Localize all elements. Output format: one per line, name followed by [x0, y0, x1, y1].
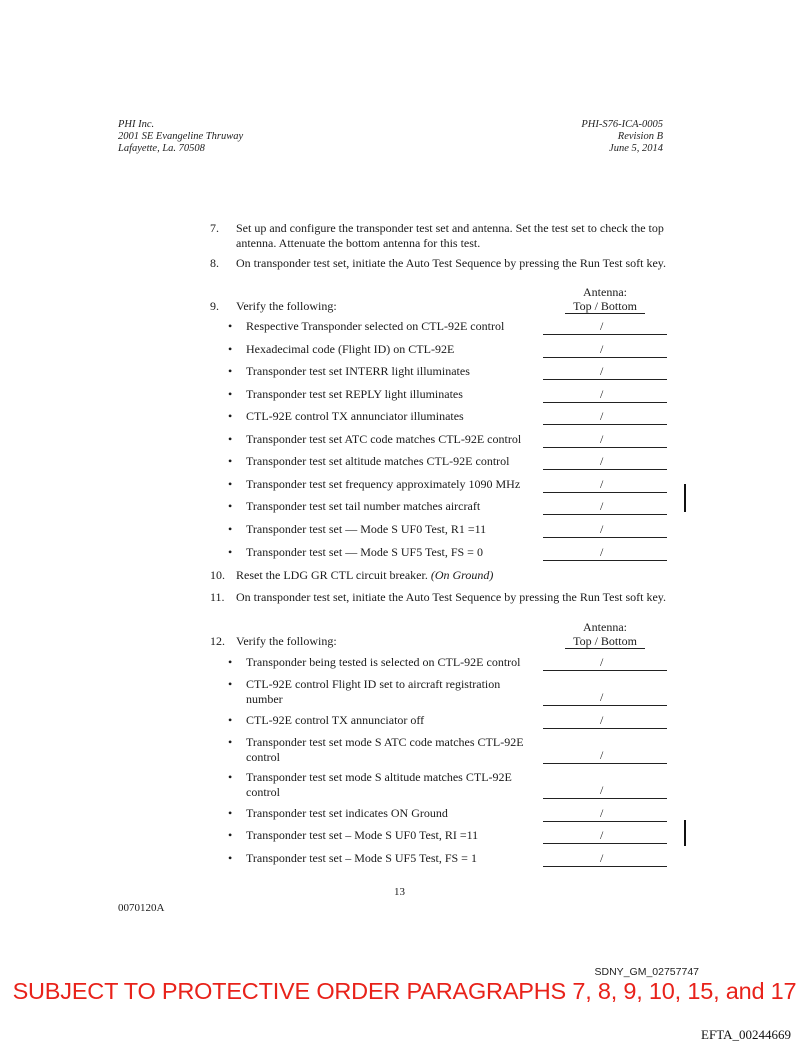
bullet-icon: • — [228, 499, 233, 513]
checklist-item-text: Transponder test set ATC code matches CTL-92E control — [246, 432, 522, 446]
page-number: 13 — [394, 886, 405, 898]
step-text — [236, 568, 670, 583]
bullet-icon: • — [228, 477, 233, 491]
step-number: 12. — [210, 634, 225, 648]
signoff-line — [543, 670, 667, 671]
signoff-slash: / — [600, 342, 604, 356]
company-name: PHI Inc. — [118, 119, 155, 130]
checklist-item-text: CTL-92E control Flight ID set to aircraft registration number — [246, 677, 501, 706]
signoff-line — [543, 763, 667, 764]
doc-revision: Revision B — [617, 131, 663, 142]
step-text-main: Reset the LDG GR CTL circuit breaker. — [236, 568, 431, 582]
bullet-icon: • — [228, 655, 233, 669]
signoff-line — [543, 728, 667, 729]
bullet-icon: • — [228, 409, 233, 423]
bullet-icon: • — [228, 545, 233, 559]
checklist-item-text: Transponder being tested is selected on CTL-92E control — [246, 655, 521, 669]
checklist-item-text: Transponder test set — Mode S UF0 Test, R1 =11 — [246, 522, 487, 536]
checklist-item-text: Transponder test set tail number matches aircraft — [246, 499, 481, 513]
signoff-line — [543, 537, 667, 538]
bullet-icon: • — [228, 713, 233, 727]
checklist-item-text: Transponder test set REPLY light illuminates — [246, 387, 463, 401]
signoff-slash: / — [600, 783, 604, 797]
bullet-icon: • — [228, 342, 233, 356]
bullet-icon: • — [228, 851, 233, 865]
header-doc-block — [581, 119, 663, 155]
bullet-icon: • — [228, 454, 233, 468]
bullet-icon: • — [228, 432, 233, 446]
step-text: Verify the following: — [236, 299, 337, 313]
signoff-slash: / — [600, 499, 604, 513]
signoff-slash: / — [600, 319, 604, 333]
bullet-icon: • — [228, 677, 233, 691]
bullet-icon: • — [228, 319, 233, 333]
bullet-icon: • — [228, 806, 233, 820]
doc-number: PHI-S76-ICA-0005 — [581, 119, 663, 130]
step-text-italic: (On Ground) — [430, 568, 494, 582]
revision-change-bar — [684, 484, 686, 512]
signoff-line — [543, 798, 667, 799]
signoff-slash: / — [600, 454, 604, 468]
header-company-block — [118, 119, 243, 155]
signoff-line — [543, 357, 667, 358]
bullet-icon: • — [228, 735, 233, 749]
step-number: 8. — [210, 256, 219, 270]
checklist-item-text: Transponder test set frequency approximately 1090 MHz — [246, 477, 521, 491]
signoff-line — [543, 492, 667, 493]
bullet-icon: • — [228, 770, 233, 784]
signoff-slash: / — [600, 409, 604, 423]
checklist-item-text: Transponder test set indicates ON Ground — [246, 806, 448, 820]
revision-change-bar — [684, 820, 686, 846]
signoff-line — [543, 705, 667, 706]
bates-number: SDNY_GM_02757747 — [594, 966, 699, 978]
efta-number: EFTA_00244669 — [701, 1027, 791, 1042]
signoff-slash: / — [600, 655, 604, 669]
antenna-label: Antenna: — [583, 620, 627, 634]
bullet-icon: • — [228, 364, 233, 378]
signoff-line — [543, 402, 667, 403]
signoff-slash: / — [600, 522, 604, 536]
signoff-line — [543, 560, 667, 561]
checklist-item-text: Transponder test set – Mode S UF5 Test, FS = 1 — [246, 851, 477, 865]
signoff-slash: / — [600, 364, 604, 378]
protective-order-stamp: SUBJECT TO PROTECTIVE ORDER PARAGRAPHS 7, 8, 9, 10, 15, and 17 — [12, 978, 797, 1004]
signoff-line — [543, 821, 667, 822]
checklist-item-text: Transponder test set mode S altitude matches CTL-92E control — [246, 770, 512, 799]
signoff-line — [543, 424, 667, 425]
signoff-slash: / — [600, 713, 604, 727]
checklist-item-text: CTL-92E control TX annunciator illuminates — [246, 409, 464, 423]
signoff-line — [543, 866, 667, 867]
signoff-slash: / — [600, 748, 604, 762]
signoff-slash: / — [600, 851, 604, 865]
step-number: 9. — [210, 299, 219, 313]
company-address-line2: Lafayette, La. 70508 — [118, 143, 205, 154]
step-number: 7. — [210, 221, 219, 235]
signoff-line — [543, 379, 667, 380]
step-text: Verify the following: — [236, 634, 337, 648]
bullet-icon: • — [228, 828, 233, 842]
doc-date: June 5, 2014 — [609, 143, 663, 154]
checklist-item-text: Transponder test set mode S ATC code matches CTL-92E control — [246, 735, 524, 764]
signoff-line — [543, 447, 667, 448]
document-code: 0070120A — [118, 902, 165, 914]
step-text: On transponder test set, initiate the Auto Test Sequence by pressing the Run Test soft key. — [236, 256, 667, 270]
checklist-item-text: Transponder test set – Mode S UF0 Test, RI =11 — [246, 828, 479, 842]
signoff-slash: / — [600, 806, 604, 820]
signoff-slash: / — [600, 690, 604, 704]
signoff-slash: / — [600, 477, 604, 491]
step-number: 10. — [210, 568, 225, 582]
checklist-item-text: Hexadecimal code (Flight ID) on CTL-92E — [246, 342, 455, 356]
signoff-line — [543, 843, 667, 844]
checklist-item-text: Transponder test set altitude matches CTL-92E control — [246, 454, 510, 468]
signoff-slash: / — [600, 432, 604, 446]
signoff-line — [543, 514, 667, 515]
signoff-slash: / — [600, 387, 604, 401]
signoff-line — [543, 469, 667, 470]
signoff-slash: / — [600, 828, 604, 842]
signoff-slash: / — [600, 545, 604, 559]
step-text: Set up and configure the transponder test set and antenna. Set the test set to check the top antenna. Attenuate the bottom antenna for this test. — [236, 221, 664, 250]
checklist-item-text: Transponder test set INTERR light illuminates — [246, 364, 470, 378]
top-bottom-label: Top / Bottom — [565, 634, 645, 649]
checklist-item-text: CTL-92E control TX annunciator off — [246, 713, 425, 727]
checklist-item-text: Transponder test set — Mode S UF5 Test, FS = 0 — [246, 545, 483, 559]
step-text: On transponder test set, initiate the Auto Test Sequence by pressing the Run Test soft key. — [236, 590, 667, 604]
antenna-label: Antenna: — [583, 285, 627, 299]
bullet-icon: • — [228, 387, 233, 401]
checklist-item-text: Respective Transponder selected on CTL-92E control — [246, 319, 505, 333]
step-number: 11. — [210, 590, 225, 604]
bullet-icon: • — [228, 522, 233, 536]
signoff-line — [543, 334, 667, 335]
company-address-line1: 2001 SE Evangeline Thruway — [118, 131, 244, 142]
top-bottom-label: Top / Bottom — [565, 299, 645, 314]
